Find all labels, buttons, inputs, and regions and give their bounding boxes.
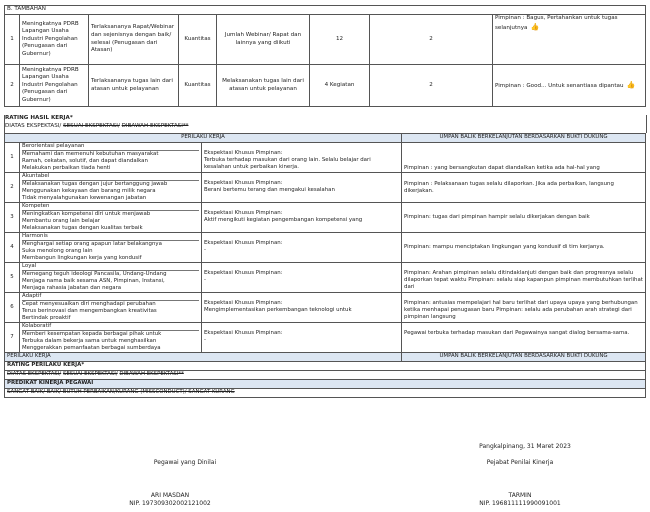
ekspektasi-text: Mengimplementasikan perkembangan teknologi untuk xyxy=(204,307,352,314)
rating-option-meets: SESUAI EKSPEKTASI/ xyxy=(63,122,120,129)
ekspektasi-text: - xyxy=(204,277,206,284)
table-row xyxy=(5,293,646,323)
ekspektasi-text: Terbuka terhadap masukan dari orang lain. Selalu belajar dari kesalahan untuk perbaikan kinerja. xyxy=(204,157,371,171)
perilaku-header: PERILAKU KERJA xyxy=(5,134,402,143)
behavior-item: Tidak menyalahgunakan kewenangan jabatan xyxy=(22,195,147,202)
table-row xyxy=(5,203,646,233)
behavior-title: Adaptif xyxy=(22,293,199,301)
left-signer-role: Pegawai yang Dinilai xyxy=(153,459,217,466)
target-cell: 4 Kegiatan xyxy=(310,65,370,107)
behavior-item: Menjaga nama baik sesama ASN, Pimpinan, Instansi, xyxy=(22,278,165,285)
row-number: 4 xyxy=(5,233,20,263)
row-number: 2 xyxy=(5,65,20,107)
predikat-options-text: SANGAT BAIK/ BAIK/ BUTUH PERBAIKAN/KURANG (MISSCONDUCT)/ SANGAT KURANG xyxy=(7,389,235,396)
ekspektasi-text: Berani bertemu terang dan mengakui kesalahan xyxy=(204,187,335,194)
ekspektasi-label: Ekspektasi Khusus Pimpinan: xyxy=(204,330,283,337)
table-row xyxy=(5,15,646,65)
realisasi-cell: 2 xyxy=(370,15,493,65)
behavior-cell xyxy=(20,293,202,323)
behavior-item: Memegang teguh ideologi Pancasila, Undang-Undang xyxy=(22,271,167,278)
behavior-title: Berorientasi pelayanan xyxy=(22,143,199,151)
behavior-item: Membangun lingkungan kerja yang kondusif xyxy=(22,255,142,262)
rating-hasil-options xyxy=(5,123,646,131)
ekspektasi-cell xyxy=(202,143,402,173)
behavior-cell xyxy=(20,233,202,263)
umpan-cell: Pimpinan : yang bersangkutan dapat diandalkan ketika ada hal-hal yang xyxy=(402,143,646,173)
thumbs-up-icon: 👍 xyxy=(530,22,540,31)
umpan-cell: Pimpinan: antusias mempelajari hal baru terlihat dari upaya upaya yang berhubungan ketika menhapai penugasan baru Pimpinan: selalu ada perubahan arah strategi dari pimpinan langsung xyxy=(402,293,646,323)
realisasi-cell: 2 xyxy=(370,65,493,107)
table-row xyxy=(5,173,646,203)
ekspektasi-label: Ekspektasi Khusus Pimpinan: xyxy=(204,150,283,156)
behavior-item: Bertindak proaktif xyxy=(22,315,71,322)
rating-option-meets: SESUAI EKSPEKTASI/ xyxy=(62,371,118,378)
table-row xyxy=(5,263,646,293)
behavior-item: Cepat menyesuaikan diri menghadapi perubahan xyxy=(22,301,156,308)
behavior-item: Terus berinovasi dan mengembangkan kreativitas xyxy=(22,308,157,315)
table-row xyxy=(5,323,646,353)
umpan-cell xyxy=(493,15,646,65)
behavior-item: Menggunakan kekayaan dan barang milik negara xyxy=(22,188,156,195)
ekspektasi-cell xyxy=(202,293,402,323)
row-number: 5 xyxy=(5,263,20,293)
rencana-cell: Terlaksananya tugas lain dari atasan untuk pelayanan xyxy=(89,65,179,107)
behavior-item: Memberi kesempatan kepada berbagai pihak untuk xyxy=(22,331,162,338)
rating-hasil-block xyxy=(4,115,647,133)
behavior-item: Melaksanakan tugas dengan kualitas terbaik xyxy=(22,225,143,232)
aspek-cell: Kuantitas xyxy=(179,15,217,65)
behavior-item: Ramah, cekatan, solutif, dan dapat diandalkan xyxy=(22,158,148,165)
row-number: 6 xyxy=(5,293,20,323)
left-signer-name: ARI MASDAN xyxy=(150,492,190,499)
row-number: 1 xyxy=(5,15,20,65)
rating-option-below: DIBAWAH EKSPEKTASI** xyxy=(119,371,184,378)
ekspektasi-text: Aktif mengikuti kegiatan pengembangan kompetensi yang xyxy=(204,217,363,224)
behavior-item: Meningkatkan kompetensi diri untuk menjawab xyxy=(22,211,151,218)
aspek-cell: Kuantitas xyxy=(179,65,217,107)
ekspektasi-label: Ekspektasi Khusus Pimpinan: xyxy=(204,180,283,187)
behavior-item: Menjaga rahasia jabatan dan negara xyxy=(22,285,122,292)
row-number: 7 xyxy=(5,323,20,353)
indikator-cell: Jumlah Webinar/ Rapat dan lainnya yang diikuti xyxy=(217,15,310,65)
indikator-cell: Melaksanakan tugas lain dari atasan untuk pelayanan xyxy=(217,65,310,107)
ekspektasi-cell xyxy=(202,173,402,203)
rating-option-above: DIATAS EKSPEKTASI/ xyxy=(5,122,62,129)
rhk-cell: Meningkatnya PDRB Lapangan Usaha Industri Pengolahan (Penugasan dari Gubernur) xyxy=(20,65,89,107)
section-b-title: B. TAMBAHAN xyxy=(5,6,646,15)
row-number: 1 xyxy=(5,143,20,173)
ekspektasi-cell xyxy=(202,263,402,293)
rating-perilaku-title: RATING PERILAKU KERJA* xyxy=(5,362,646,371)
ekspektasi-cell xyxy=(202,233,402,263)
predikat-options xyxy=(5,389,646,398)
place-date: Pangkalpinang, 31 Maret 2023 xyxy=(479,443,571,450)
umpan-cell: Pimpinan: mampu menciptakan lingkungan yang kondusif di tim kerjanya. xyxy=(402,233,646,263)
behavior-title: Harmonis xyxy=(22,233,199,241)
tambahan-table xyxy=(4,5,646,107)
row-number: 3 xyxy=(5,203,20,233)
behavior-item: Menggerakkan pemanfaatan berbagai sumberdaya xyxy=(22,345,161,352)
behavior-cell xyxy=(20,263,202,293)
right-signer-name: TARMIN xyxy=(508,492,532,499)
behavior-title: Kolaboratif xyxy=(22,323,199,331)
ekspektasi-text: - xyxy=(204,247,206,254)
thumbs-up-icon: 👍 xyxy=(626,80,636,89)
behavior-item: Melaksanakan tugas dengan jujur bertanggung jawab xyxy=(22,181,168,188)
behavior-title: Loyal xyxy=(22,263,199,271)
ekspektasi-label: Ekspektasi Khusus Pimpinan: xyxy=(204,240,283,247)
rating-perilaku-options xyxy=(5,371,646,380)
umpan-text: Pimpinan : Bagus, Pertahankan untuk tugas selanjutnya xyxy=(495,15,618,31)
behavior-item: Terbuka dalam bekerja sama untuk menghasilkan xyxy=(22,338,157,345)
perilaku-table xyxy=(4,133,646,398)
ekspektasi-label: Ekspektasi Khusus Pimpinan: xyxy=(204,210,283,217)
behavior-item: Menghargai setiap orang apapun latar belakangnya xyxy=(22,241,162,248)
left-signer-nip: NIP. 197309302002121002 xyxy=(129,500,211,507)
behavior-item: Melakukan perbaikan tiada henti xyxy=(22,165,111,172)
rhk-cell: Meningkatnya PDRB Lapangan Usaha Industri Pengolahan (Penugasan dari Gubernur) xyxy=(20,15,89,65)
rating-hasil-title: RATING HASIL KERJA* xyxy=(5,115,73,121)
ekspektasi-label: Ekspektasi Khusus Pimpinan: xyxy=(204,270,283,277)
behavior-cell xyxy=(20,173,202,203)
umpan-cell: Pimpinan : Pelaksanaan tugas selalu dilaporkan. Jika ada perbaikan, langsung dikerjakan. xyxy=(402,173,646,203)
umpan-header: UMPAN BALIK BERKELANJUTAN BERDASARKAN BUKTI DUKUNG xyxy=(402,134,646,143)
ekspektasi-label: Ekspektasi Khusus Pimpinan: xyxy=(204,300,283,307)
behavior-item: Membantu orang lain belajar xyxy=(22,218,100,225)
predikat-title: PREDIKAT KINERJA PEGAWAI xyxy=(5,380,646,389)
table-row xyxy=(5,233,646,263)
ekspektasi-cell xyxy=(202,203,402,233)
behavior-item: Suka menolong orang lain xyxy=(22,248,93,255)
umpan-text: Pimpinan : Good... Untuk senantiasa dipantau xyxy=(495,82,624,89)
behavior-item: Memahami dan memenuhi kebutuhan masyarakat xyxy=(22,151,159,158)
target-cell: 12 xyxy=(310,15,370,65)
umpan-cell: Pegawai terbuka terhadap masukan dari Pegawainya sangat dialog bersama-sama. xyxy=(402,323,646,353)
rencana-cell: Terlaksananya Rapat/Webinar dan sejenisnya dengan baik/ selesai (Penugasan dari Atasan) xyxy=(89,15,179,65)
umpan-cell: Pimpinan: Arahan pimpinan selalu ditindaklanjuti dengan baik dan progresnya selalu dilaporkan tepat waktu Pimpinan: selalu siap kapanpun pimpinan membutuhkan terlihat dari xyxy=(402,263,646,293)
behavior-cell xyxy=(20,143,202,173)
behavior-cell xyxy=(20,203,202,233)
rating-option-below: DIBAWAH EKSPEKTASI** xyxy=(121,122,189,129)
umpan-cell xyxy=(493,65,646,107)
behavior-cell xyxy=(20,323,202,353)
right-signer-nip: NIP. 196811111990091001 xyxy=(479,500,561,507)
ekspektasi-text: - xyxy=(204,337,206,344)
table-row xyxy=(5,143,646,173)
rating-option-above: DIATAS EKSPEKTASI/ xyxy=(7,371,62,378)
right-signer-role: Pejabat Penilai Kinerja xyxy=(486,459,554,466)
table-row xyxy=(5,65,646,107)
ekspektasi-cell xyxy=(202,323,402,353)
umpan-cell: Pimpinan: tugas dari pimpinan hampir selalu dikerjakan dengan baik xyxy=(402,203,646,233)
behavior-title: Kompeten xyxy=(22,203,199,211)
behavior-title: Akuntabel xyxy=(22,173,199,181)
umpan-footer: UMPAN BALIK BERKELANJUTAN BERDASARKAN BUKTI DUKUNG xyxy=(402,353,646,362)
row-number: 2 xyxy=(5,173,20,203)
perilaku-footer: PERILAKU KERJA xyxy=(5,353,402,362)
